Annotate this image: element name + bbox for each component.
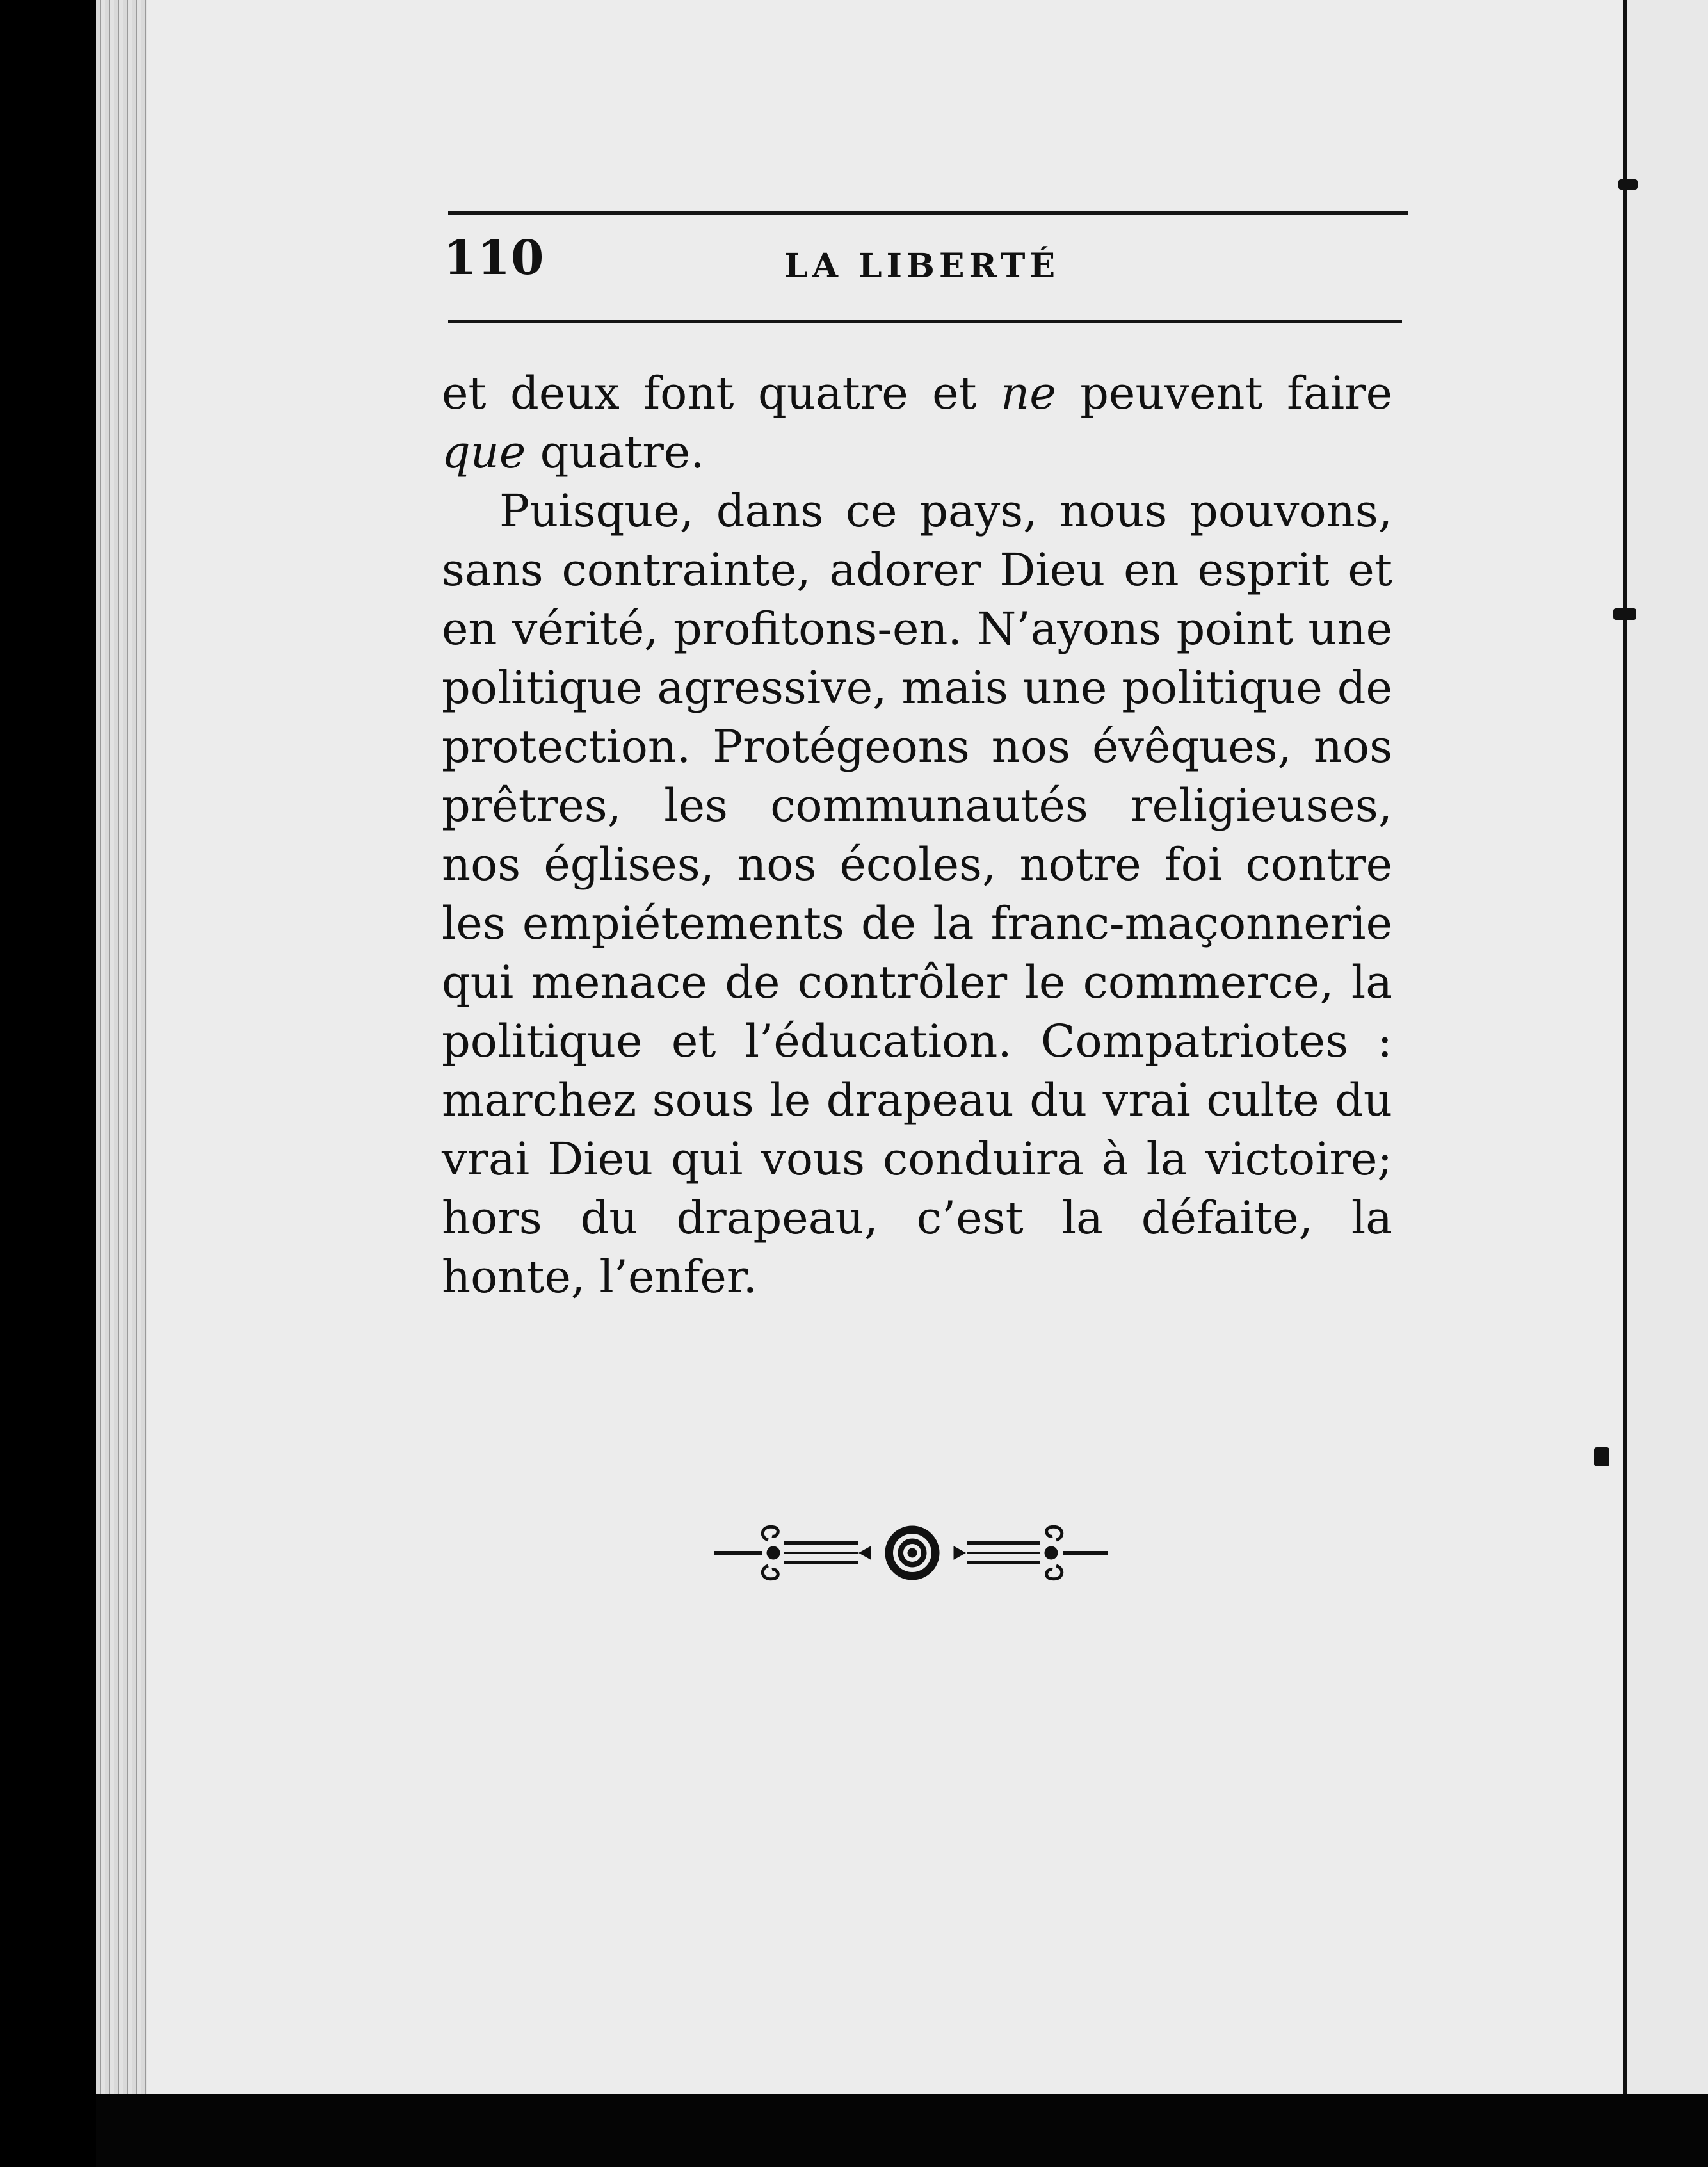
text-run: peuvent faire — [1056, 367, 1393, 419]
page-number: 110 — [444, 231, 545, 286]
printer-ornament-icon — [711, 1521, 1114, 1585]
italic-text: que — [442, 426, 526, 478]
scan-bottom-edge — [96, 2094, 1708, 2167]
paragraph-continuation — [442, 364, 1392, 482]
scan-mark — [1618, 179, 1638, 190]
paragraph: Puisque, dans ce pays, nous pouvons, sans contrainte, adorer Dieu en esprit et en vérité, profitons-en. N’ayons point une politique agressive, mais une politique de protection. Protégeons nos évêques, nos prêtres, les communautés religieuses, nos églises, nos écoles, notre foi contre les empiétements de la franc-maçonnerie qui menace de contrôler le commerce, la politique et l’éducation. Compatriotes : marchez sous le drapeau du vrai culte du vrai Dieu qui vous conduira à la victoire; hors du drapeau, c’est la défaite, la honte, l’enfer. — [442, 485, 1392, 1303]
header-top-rule — [448, 211, 1408, 215]
running-title: LA LIBERTÉ — [784, 247, 1060, 286]
next-page-strip — [1627, 0, 1708, 2094]
page-body — [442, 364, 1392, 1306]
text-run: et deux font quatre et — [442, 367, 1001, 419]
header-bottom-rule — [448, 320, 1402, 323]
page-right-border — [1623, 0, 1627, 2100]
italic-text: ne — [1001, 367, 1056, 419]
scan-mark — [1613, 608, 1636, 620]
page-stack-edges — [96, 0, 147, 2094]
text-run: quatre. — [526, 426, 705, 478]
scan-mark — [1594, 1447, 1609, 1466]
